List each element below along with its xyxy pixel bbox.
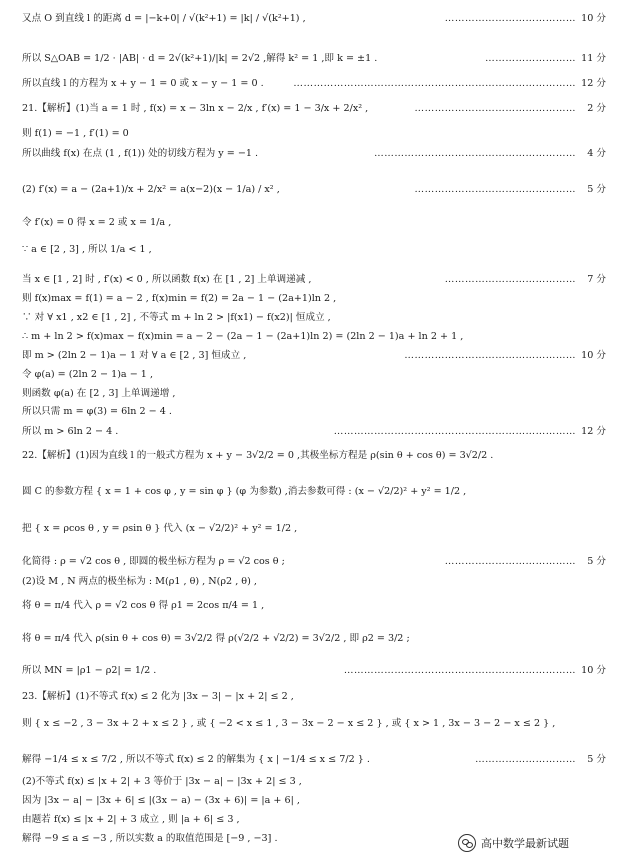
line-text: 令 φ(a) = (2ln 2 − 1)a − 1 , xyxy=(22,369,153,380)
line-text: ∵ 对 ∀ x1 , x2 ∈ [1 , 2] , 不等式 m + ln 2 > |f(x1) − f(x2)| 恒成立 , xyxy=(22,312,331,323)
solution-line xyxy=(22,426,606,438)
line-text: 由题若 f(x) ≤ |x + 2| + 3 成立 , 则 |a + 6| ≤ 3 , xyxy=(22,814,240,825)
dot-leader: ………………………………… xyxy=(444,274,576,285)
score-label: 5 分 xyxy=(587,754,606,765)
line-text: 将 θ = π/4 代入 ρ(sin θ + cos θ) = 3√2/2 得 ρ(√2/2 + √2/2) = 3√2/2 , 即 ρ2 = 3/2 ; xyxy=(22,633,410,644)
solution-line xyxy=(22,148,606,160)
solution-line xyxy=(22,406,606,418)
line-text: 则 f(1) = −1 , f′(1) = 0 xyxy=(22,128,129,139)
line-text: 则函数 φ(a) 在 [2 , 3] 上单调递增 , xyxy=(22,388,176,399)
watermark xyxy=(458,832,623,854)
line-text: 所以曲线 f(x) 在点 (1 , f(1)) 处的切线方程为 y = −1 . xyxy=(22,148,259,159)
solution-line xyxy=(22,128,606,140)
solution-line xyxy=(22,776,606,788)
score-label: 10 分 xyxy=(581,665,606,676)
line-text: ∴ m + ln 2 > f(x)max − f(x)min = a − 2 − (2a − 1 − (2a+1)ln 2) = (2ln 2 − 1)a + ln 2 + 1 , xyxy=(22,331,464,342)
line-text: 即 m > (2ln 2 − 1)a − 1 对 ∀ a ∈ [2 , 3] 恒成立 , xyxy=(22,350,247,361)
score-label: 5 分 xyxy=(587,184,606,195)
solution-line xyxy=(22,293,606,305)
line-text: 化简得 : ρ = √2 cos θ , 即圆的极坐标方程为 ρ = √2 cos θ ; xyxy=(22,556,285,567)
score-label: 10 分 xyxy=(581,13,606,24)
solution-line xyxy=(22,78,606,90)
line-text: 则 f(x)max = f(1) = a − 2 , f(x)min = f(2) = 2a − 1 − (2a+1)ln 2 , xyxy=(22,293,337,304)
watermark-text: 高中数学最新试题 xyxy=(481,837,569,850)
dot-leader: …………………………………………… xyxy=(404,350,576,361)
dot-leader: ………………………………… xyxy=(444,13,576,24)
score-label: 5 分 xyxy=(587,556,606,567)
solution-line xyxy=(22,556,606,568)
solution-line xyxy=(22,274,606,286)
solution-line xyxy=(22,523,606,535)
solution-line xyxy=(22,312,606,324)
solution-line xyxy=(22,718,606,730)
solution-line xyxy=(22,184,606,196)
solution-line xyxy=(22,217,606,229)
solution-line xyxy=(22,486,606,498)
wechat-icon xyxy=(458,834,476,852)
score-label: 12 分 xyxy=(581,78,606,89)
question-21-heading xyxy=(22,103,606,115)
score-label: 7 分 xyxy=(587,274,606,285)
solution-line xyxy=(22,665,606,677)
solution-line xyxy=(22,331,606,343)
score-label: 12 分 xyxy=(581,426,606,437)
solution-line xyxy=(22,633,606,645)
solution-line xyxy=(22,600,606,612)
solution-line xyxy=(22,244,606,256)
solution-line xyxy=(22,350,606,362)
dot-leader: ………………………………… xyxy=(444,556,576,567)
line-text: (2)不等式 f(x) ≤ |x + 2| + 3 等价于 |3x − a| − |3x + 2| ≤ 3 , xyxy=(22,776,302,787)
question-22-heading xyxy=(22,450,606,462)
dot-leader: ……………………………………………………………… xyxy=(333,426,576,437)
dot-leader: ………………………………………… xyxy=(414,103,576,114)
line-text: 圆 C 的参数方程 { x = 1 + cos φ , y = sin φ } (φ 为参数) ,消去参数可得 : (x − √2/2)² + y² = 1/2 , xyxy=(22,486,467,497)
solution-line xyxy=(22,814,606,826)
line-text: 22.【解析】(1)因为直线 l 的一般式方程为 x + y − 3√2/2 = 0 ,其极坐标方程是 ρ(sin θ + cos θ) = 3√2/2 . xyxy=(22,450,494,461)
solution-line xyxy=(22,13,606,25)
score-label: 4 分 xyxy=(587,148,606,159)
solution-line xyxy=(22,576,606,588)
line-text: 所以 MN = |ρ1 − ρ2| = 1/2 . xyxy=(22,665,157,676)
line-text: 令 f′(x) = 0 得 x = 2 或 x = 1/a , xyxy=(22,217,172,228)
line-text: ∵ a ∈ [2 , 3] , 所以 1/a < 1 , xyxy=(22,244,152,255)
score-label: 2 分 xyxy=(587,103,606,114)
line-text: 把 { x = ρcos θ , y = ρsin θ } 代入 (x − √2/2)² + y² = 1/2 , xyxy=(22,523,298,534)
score-label: 10 分 xyxy=(581,350,606,361)
score-label: 11 分 xyxy=(581,53,606,64)
line-text: 所以只需 m = φ(3) = 6ln 2 − 4 . xyxy=(22,406,172,417)
line-text: 则 { x ≤ −2 , 3 − 3x + 2 + x ≤ 2 } , 或 { −2 < x ≤ 1 , 3 − 3x − 2 − x ≤ 2 } , 或 { x > 1 , 3x − 3 − 2 − x ≤ 2 } , xyxy=(22,718,556,729)
solution-line xyxy=(22,795,606,807)
line-text: 当 x ∈ [1 , 2] 时 , f′(x) < 0 , 所以函数 f(x) 在 [1 , 2] 上单调递减 , xyxy=(22,274,312,285)
line-text: (2) f′(x) = a − (2a+1)/x + 2/x² = a(x−2)(x − 1/a) / x² , xyxy=(22,184,280,195)
solution-line xyxy=(22,53,606,65)
line-text: (2)设 M , N 两点的极坐标为 : M(ρ1 , θ) , N(ρ2 , θ) , xyxy=(22,576,257,587)
solution-line xyxy=(22,388,606,400)
dot-leader: …………………………………………………………… xyxy=(343,665,576,676)
line-text: 将 θ = π/4 代入 ρ = √2 cos θ 得 ρ1 = 2cos π/4 = 1 , xyxy=(22,600,265,611)
solution-line xyxy=(22,754,606,766)
line-text: 21.【解析】(1)当 a = 1 时 , f(x) = x − 3ln x − 2/x , f′(x) = 1 − 3/x + 2/x² , xyxy=(22,103,369,114)
dot-leader: ………………………………………… xyxy=(414,184,576,195)
line-text: 解得 −9 ≤ a ≤ −3 , 所以实数 a 的取值范围是 [−9 , −3] . xyxy=(22,833,278,844)
line-text: 因为 |3x − a| − |3x + 6| ≤ |(3x − a) − (3x + 6)| = |a + 6| , xyxy=(22,795,300,806)
line-text: 所以 S△OAB = 1/2 · |AB| · d = 2√(k²+1)/|k| = 2√2 ,解得 k² = 1 ,即 k = ±1 . xyxy=(22,53,378,64)
line-text: 所以 m > 6ln 2 − 4 . xyxy=(22,426,119,437)
line-text: 解得 −1/4 ≤ x ≤ 7/2 , 所以不等式 f(x) ≤ 2 的解集为 { x | −1/4 ≤ x ≤ 7/2 } . xyxy=(22,754,370,765)
line-text: 23.【解析】(1)不等式 f(x) ≤ 2 化为 |3x − 3| − |x + 2| ≤ 2 , xyxy=(22,691,294,702)
dot-leader: ………………………………………………………………………… xyxy=(293,78,576,89)
dot-leader: ………………………… xyxy=(475,754,576,765)
dot-leader: …………………………………………………… xyxy=(374,148,576,159)
dot-leader: ……………………… xyxy=(485,53,576,64)
line-text: 所以直线 l 的方程为 x + y − 1 = 0 或 x − y − 1 = 0 . xyxy=(22,78,264,89)
question-23-heading xyxy=(22,691,606,703)
line-text: 又点 O 到直线 l 的距离 d = |−k+0| / √(k²+1) = |k| / √(k²+1) , xyxy=(22,13,306,24)
solution-line xyxy=(22,369,606,381)
